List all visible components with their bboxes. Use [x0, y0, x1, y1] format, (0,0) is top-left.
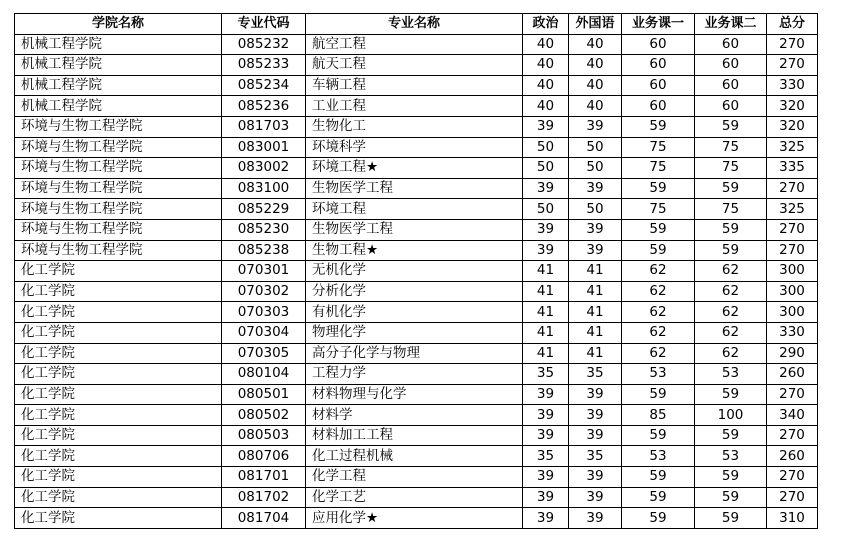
- major-name-cell: 化学工程: [306, 467, 523, 488]
- politics-cell: 39: [523, 425, 569, 446]
- course-one-cell: 59: [622, 384, 695, 405]
- table-row: [15, 137, 818, 158]
- table-row: [15, 302, 818, 323]
- major-code-cell: 085238: [222, 240, 306, 261]
- course-two-cell: 62: [695, 322, 767, 343]
- major-name-cell: 化工过程机械: [306, 446, 523, 467]
- major-code-cell: 080104: [222, 364, 306, 385]
- total-cell: 310: [767, 508, 818, 529]
- header-college: 学院名称: [15, 14, 222, 35]
- total-cell: 260: [767, 446, 818, 467]
- table-row: [15, 219, 818, 240]
- major-name-cell: 生物医学工程: [306, 178, 523, 199]
- politics-cell: 40: [523, 55, 569, 76]
- major-code-cell: 083001: [222, 137, 306, 158]
- politics-cell: 40: [523, 96, 569, 117]
- politics-cell: 50: [523, 199, 569, 220]
- college-cell: 化工学院: [15, 302, 222, 323]
- major-name-cell: 环境科学: [306, 137, 523, 158]
- major-code-cell: 080501: [222, 384, 306, 405]
- header-course-two: 业务课二: [695, 14, 767, 35]
- header-total: 总分: [767, 14, 818, 35]
- foreign-language-cell: 41: [569, 261, 622, 282]
- college-cell: 化工学院: [15, 261, 222, 282]
- foreign-language-cell: 50: [569, 158, 622, 179]
- foreign-language-cell: 39: [569, 405, 622, 426]
- total-cell: 325: [767, 137, 818, 158]
- total-cell: 330: [767, 322, 818, 343]
- major-name-cell: 航空工程: [306, 34, 523, 55]
- table-row: [15, 343, 818, 364]
- course-two-cell: 59: [695, 425, 767, 446]
- total-cell: 330: [767, 75, 818, 96]
- course-one-cell: 62: [622, 261, 695, 282]
- politics-cell: 35: [523, 446, 569, 467]
- total-cell: 270: [767, 487, 818, 508]
- total-cell: 340: [767, 405, 818, 426]
- course-two-cell: 53: [695, 364, 767, 385]
- major-code-cell: 085230: [222, 219, 306, 240]
- college-cell: 环境与生物工程学院: [15, 199, 222, 220]
- major-name-cell: 物理化学: [306, 322, 523, 343]
- course-one-cell: 75: [622, 158, 695, 179]
- course-two-cell: 75: [695, 137, 767, 158]
- major-code-cell: 080502: [222, 405, 306, 426]
- college-cell: 环境与生物工程学院: [15, 240, 222, 261]
- table-row: [15, 384, 818, 405]
- total-cell: 270: [767, 384, 818, 405]
- major-name-cell: 环境工程: [306, 199, 523, 220]
- header-row: [15, 14, 818, 35]
- course-one-cell: 75: [622, 137, 695, 158]
- course-one-cell: 53: [622, 446, 695, 467]
- major-name-cell: 分析化学: [306, 281, 523, 302]
- major-code-cell: 080706: [222, 446, 306, 467]
- major-code-cell: 070305: [222, 343, 306, 364]
- course-one-cell: 59: [622, 178, 695, 199]
- major-code-cell: 085229: [222, 199, 306, 220]
- table-row: [15, 322, 818, 343]
- total-cell: 320: [767, 96, 818, 117]
- course-one-cell: 59: [622, 425, 695, 446]
- major-code-cell: 070303: [222, 302, 306, 323]
- college-cell: 环境与生物工程学院: [15, 137, 222, 158]
- course-one-cell: 62: [622, 302, 695, 323]
- politics-cell: 39: [523, 116, 569, 137]
- politics-cell: 40: [523, 75, 569, 96]
- college-cell: 环境与生物工程学院: [15, 178, 222, 199]
- foreign-language-cell: 41: [569, 343, 622, 364]
- major-name-cell: 工程力学: [306, 364, 523, 385]
- course-two-cell: 59: [695, 219, 767, 240]
- table-row: [15, 425, 818, 446]
- total-cell: 270: [767, 219, 818, 240]
- table-row: [15, 405, 818, 426]
- foreign-language-cell: 41: [569, 302, 622, 323]
- total-cell: 270: [767, 425, 818, 446]
- foreign-language-cell: 39: [569, 178, 622, 199]
- major-name-cell: 生物医学工程: [306, 219, 523, 240]
- politics-cell: 39: [523, 219, 569, 240]
- politics-cell: 39: [523, 178, 569, 199]
- politics-cell: 39: [523, 508, 569, 529]
- header-major-name: 专业名称: [306, 14, 523, 35]
- foreign-language-cell: 50: [569, 137, 622, 158]
- header-course-one: 业务课一: [622, 14, 695, 35]
- college-cell: 机械工程学院: [15, 96, 222, 117]
- table-row: [15, 199, 818, 220]
- table-row: [15, 116, 818, 137]
- major-name-cell: 无机化学: [306, 261, 523, 282]
- major-name-cell: 有机化学: [306, 302, 523, 323]
- college-cell: 化工学院: [15, 425, 222, 446]
- foreign-language-cell: 41: [569, 281, 622, 302]
- politics-cell: 41: [523, 281, 569, 302]
- politics-cell: 39: [523, 487, 569, 508]
- course-one-cell: 59: [622, 467, 695, 488]
- course-one-cell: 62: [622, 322, 695, 343]
- course-one-cell: 59: [622, 508, 695, 529]
- course-two-cell: 59: [695, 384, 767, 405]
- major-name-cell: 材料加工工程: [306, 425, 523, 446]
- table-row: [15, 178, 818, 199]
- foreign-language-cell: 35: [569, 364, 622, 385]
- major-code-cell: 081702: [222, 487, 306, 508]
- major-name-cell: 生物化工: [306, 116, 523, 137]
- header-politics: 政治: [523, 14, 569, 35]
- course-two-cell: 60: [695, 55, 767, 76]
- college-cell: 化工学院: [15, 343, 222, 364]
- table-row: [15, 55, 818, 76]
- major-name-cell: 材料物理与化学: [306, 384, 523, 405]
- college-cell: 化工学院: [15, 364, 222, 385]
- college-cell: 机械工程学院: [15, 34, 222, 55]
- foreign-language-cell: 39: [569, 384, 622, 405]
- course-two-cell: 75: [695, 199, 767, 220]
- major-name-cell: 化学工艺: [306, 487, 523, 508]
- major-code-cell: 070301: [222, 261, 306, 282]
- score-table-container: [14, 13, 818, 529]
- foreign-language-cell: 41: [569, 322, 622, 343]
- course-one-cell: 62: [622, 343, 695, 364]
- major-code-cell: 085232: [222, 34, 306, 55]
- course-two-cell: 62: [695, 281, 767, 302]
- foreign-language-cell: 39: [569, 116, 622, 137]
- politics-cell: 40: [523, 34, 569, 55]
- total-cell: 320: [767, 116, 818, 137]
- total-cell: 260: [767, 364, 818, 385]
- college-cell: 环境与生物工程学院: [15, 116, 222, 137]
- course-one-cell: 60: [622, 96, 695, 117]
- course-two-cell: 59: [695, 508, 767, 529]
- table-body: [15, 34, 818, 528]
- total-cell: 270: [767, 178, 818, 199]
- politics-cell: 50: [523, 158, 569, 179]
- table-row: [15, 446, 818, 467]
- major-name-cell: 航天工程: [306, 55, 523, 76]
- college-cell: 化工学院: [15, 467, 222, 488]
- course-two-cell: 75: [695, 158, 767, 179]
- foreign-language-cell: 40: [569, 75, 622, 96]
- major-name-cell: 工业工程: [306, 96, 523, 117]
- college-cell: 化工学院: [15, 405, 222, 426]
- major-code-cell: 081703: [222, 116, 306, 137]
- course-one-cell: 59: [622, 219, 695, 240]
- course-two-cell: 53: [695, 446, 767, 467]
- course-one-cell: 85: [622, 405, 695, 426]
- politics-cell: 35: [523, 364, 569, 385]
- course-one-cell: 59: [622, 487, 695, 508]
- total-cell: 300: [767, 302, 818, 323]
- major-code-cell: 070304: [222, 322, 306, 343]
- course-two-cell: 62: [695, 343, 767, 364]
- major-name-cell: 车辆工程: [306, 75, 523, 96]
- foreign-language-cell: 40: [569, 34, 622, 55]
- college-cell: 环境与生物工程学院: [15, 219, 222, 240]
- score-table: [14, 13, 818, 529]
- college-cell: 机械工程学院: [15, 55, 222, 76]
- major-name-cell: 材料学: [306, 405, 523, 426]
- header-major-code: 专业代码: [222, 14, 306, 35]
- course-two-cell: 62: [695, 261, 767, 282]
- table-row: [15, 261, 818, 282]
- header-foreign-language: 外国语: [569, 14, 622, 35]
- table-row: [15, 508, 818, 529]
- total-cell: 270: [767, 240, 818, 261]
- major-code-cell: 083100: [222, 178, 306, 199]
- foreign-language-cell: 40: [569, 55, 622, 76]
- foreign-language-cell: 35: [569, 446, 622, 467]
- major-code-cell: 085234: [222, 75, 306, 96]
- politics-cell: 41: [523, 343, 569, 364]
- course-two-cell: 60: [695, 34, 767, 55]
- foreign-language-cell: 40: [569, 96, 622, 117]
- course-two-cell: 59: [695, 487, 767, 508]
- course-two-cell: 59: [695, 467, 767, 488]
- politics-cell: 41: [523, 322, 569, 343]
- politics-cell: 50: [523, 137, 569, 158]
- major-code-cell: 085233: [222, 55, 306, 76]
- college-cell: 环境与生物工程学院: [15, 158, 222, 179]
- foreign-language-cell: 39: [569, 240, 622, 261]
- politics-cell: 39: [523, 240, 569, 261]
- course-two-cell: 59: [695, 116, 767, 137]
- foreign-language-cell: 39: [569, 467, 622, 488]
- table-row: [15, 96, 818, 117]
- college-cell: 化工学院: [15, 281, 222, 302]
- course-one-cell: 62: [622, 281, 695, 302]
- foreign-language-cell: 50: [569, 199, 622, 220]
- course-one-cell: 60: [622, 75, 695, 96]
- course-two-cell: 59: [695, 178, 767, 199]
- total-cell: 290: [767, 343, 818, 364]
- table-row: [15, 158, 818, 179]
- major-name-cell: 高分子化学与物理: [306, 343, 523, 364]
- major-code-cell: 080503: [222, 425, 306, 446]
- major-code-cell: 081701: [222, 467, 306, 488]
- politics-cell: 39: [523, 467, 569, 488]
- college-cell: 机械工程学院: [15, 75, 222, 96]
- course-two-cell: 59: [695, 240, 767, 261]
- total-cell: 300: [767, 281, 818, 302]
- college-cell: 化工学院: [15, 487, 222, 508]
- major-code-cell: 081704: [222, 508, 306, 529]
- major-name-cell: 应用化学★: [306, 508, 523, 529]
- course-one-cell: 60: [622, 55, 695, 76]
- politics-cell: 39: [523, 384, 569, 405]
- total-cell: 335: [767, 158, 818, 179]
- major-code-cell: 085236: [222, 96, 306, 117]
- major-code-cell: 083002: [222, 158, 306, 179]
- total-cell: 270: [767, 34, 818, 55]
- major-code-cell: 070302: [222, 281, 306, 302]
- table-row: [15, 240, 818, 261]
- politics-cell: 41: [523, 261, 569, 282]
- college-cell: 化工学院: [15, 384, 222, 405]
- total-cell: 325: [767, 199, 818, 220]
- table-row: [15, 34, 818, 55]
- foreign-language-cell: 39: [569, 487, 622, 508]
- table-row: [15, 487, 818, 508]
- table-row: [15, 467, 818, 488]
- major-name-cell: 生物工程★: [306, 240, 523, 261]
- college-cell: 化工学院: [15, 322, 222, 343]
- politics-cell: 39: [523, 405, 569, 426]
- total-cell: 300: [767, 261, 818, 282]
- table-row: [15, 75, 818, 96]
- college-cell: 化工学院: [15, 508, 222, 529]
- foreign-language-cell: 39: [569, 219, 622, 240]
- course-two-cell: 60: [695, 75, 767, 96]
- course-one-cell: 59: [622, 240, 695, 261]
- foreign-language-cell: 39: [569, 508, 622, 529]
- course-one-cell: 75: [622, 199, 695, 220]
- course-two-cell: 60: [695, 96, 767, 117]
- course-one-cell: 53: [622, 364, 695, 385]
- total-cell: 270: [767, 55, 818, 76]
- politics-cell: 41: [523, 302, 569, 323]
- table-row: [15, 364, 818, 385]
- course-two-cell: 62: [695, 302, 767, 323]
- major-name-cell: 环境工程★: [306, 158, 523, 179]
- college-cell: 化工学院: [15, 446, 222, 467]
- course-two-cell: 100: [695, 405, 767, 426]
- table-row: [15, 281, 818, 302]
- course-one-cell: 59: [622, 116, 695, 137]
- foreign-language-cell: 39: [569, 425, 622, 446]
- total-cell: 270: [767, 467, 818, 488]
- course-one-cell: 60: [622, 34, 695, 55]
